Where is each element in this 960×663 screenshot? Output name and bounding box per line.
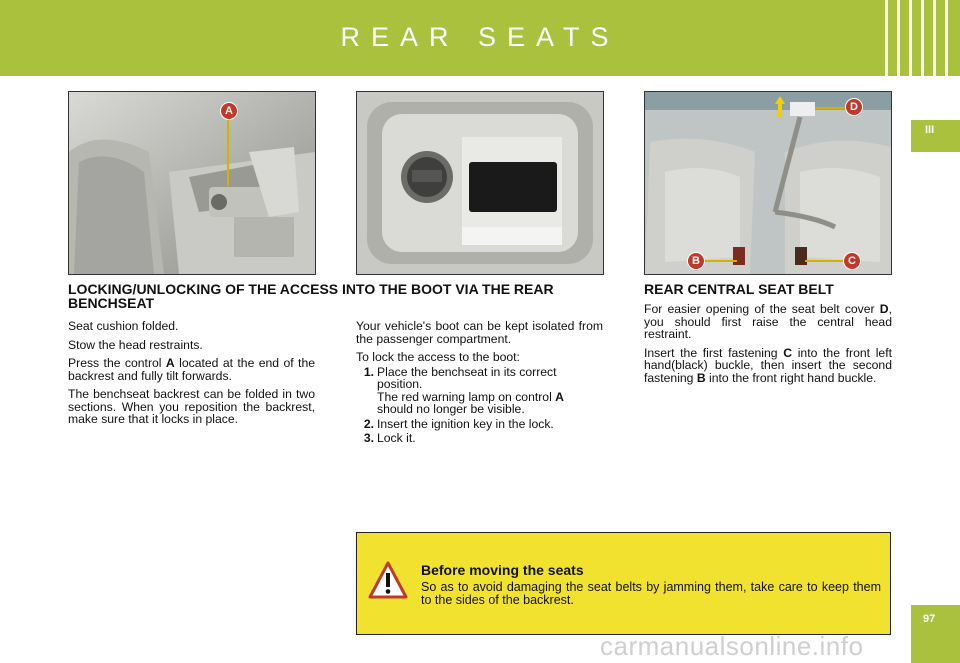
callout-line-c [805, 260, 843, 262]
warning-title: Before moving the seats [421, 562, 584, 578]
page-number: 97 [911, 605, 960, 663]
callout-line-d [815, 107, 847, 109]
callout-b: B [687, 252, 705, 270]
paragraph-belt-cover: For easier opening of the seat belt cover D, you should first raise the central head restraint. [644, 302, 892, 341]
photo-boot-lock [356, 91, 604, 275]
left-column-text [68, 320, 315, 432]
section-heading-boot-access: LOCKING/UNLOCKING OF THE ACCESS INTO THE BOOT VIA THE REAR BENCHSEAT [68, 281, 554, 311]
paragraph-press-control: Press the control A located at the end of the backrest and fully tilt forwards. [68, 356, 315, 383]
paragraph-seat-cushion: Seat cushion folded. [68, 319, 179, 333]
paragraph-head-restraints: Stow the head restraints. [68, 337, 203, 352]
callout-d: D [845, 98, 863, 116]
warning-triangle-icon [367, 560, 409, 600]
photo-central-seat-belt [644, 91, 892, 275]
section-heading-central-belt: REAR CENTRAL SEAT BELT [644, 281, 834, 297]
page-header [0, 0, 960, 76]
warning-text: So as to avoid damaging the seat belts by jamming them, take care to keep them to the sides of the backrest. [421, 580, 881, 607]
chapter-tab[interactable]: III [911, 120, 960, 152]
lock-step-2: 2. Insert the ignition key in the lock. [363, 416, 554, 431]
header-stripes [885, 0, 948, 76]
callout-line-a [227, 116, 229, 186]
lock-step-1: 1. Place the benchseat in its correct position. The red warning lamp on control A should no longer be visible. [363, 364, 564, 416]
page-title: REAR SEATS [340, 22, 620, 52]
photo-backrest-control [68, 91, 316, 275]
right-column-text [644, 303, 892, 390]
watermark: carmanualsonline.info [600, 631, 864, 661]
callout-a: A [220, 102, 238, 120]
lock-step-3: 3. Lock it. [363, 431, 416, 445]
paragraph-backrest-fold: The benchseat backrest can be folded in two sections. When you reposition the backrest, make sure that it locks in place. [68, 387, 315, 426]
callout-line-b [703, 260, 737, 262]
middle-column-text [356, 320, 603, 447]
paragraph-lock-lead: To lock the access to the boot: [356, 350, 520, 364]
paragraph-fastenings: Insert the first fastening C into the front left hand(black) buckle, then insert the second fastening B into the front right hand buckle. [644, 345, 892, 385]
warning-box [356, 532, 891, 635]
paragraph-boot-isolated: Your vehicle's boot can be kept isolated from the passenger compartment. [356, 319, 603, 346]
callout-c: C [843, 252, 861, 270]
lock-steps-list [356, 366, 603, 445]
